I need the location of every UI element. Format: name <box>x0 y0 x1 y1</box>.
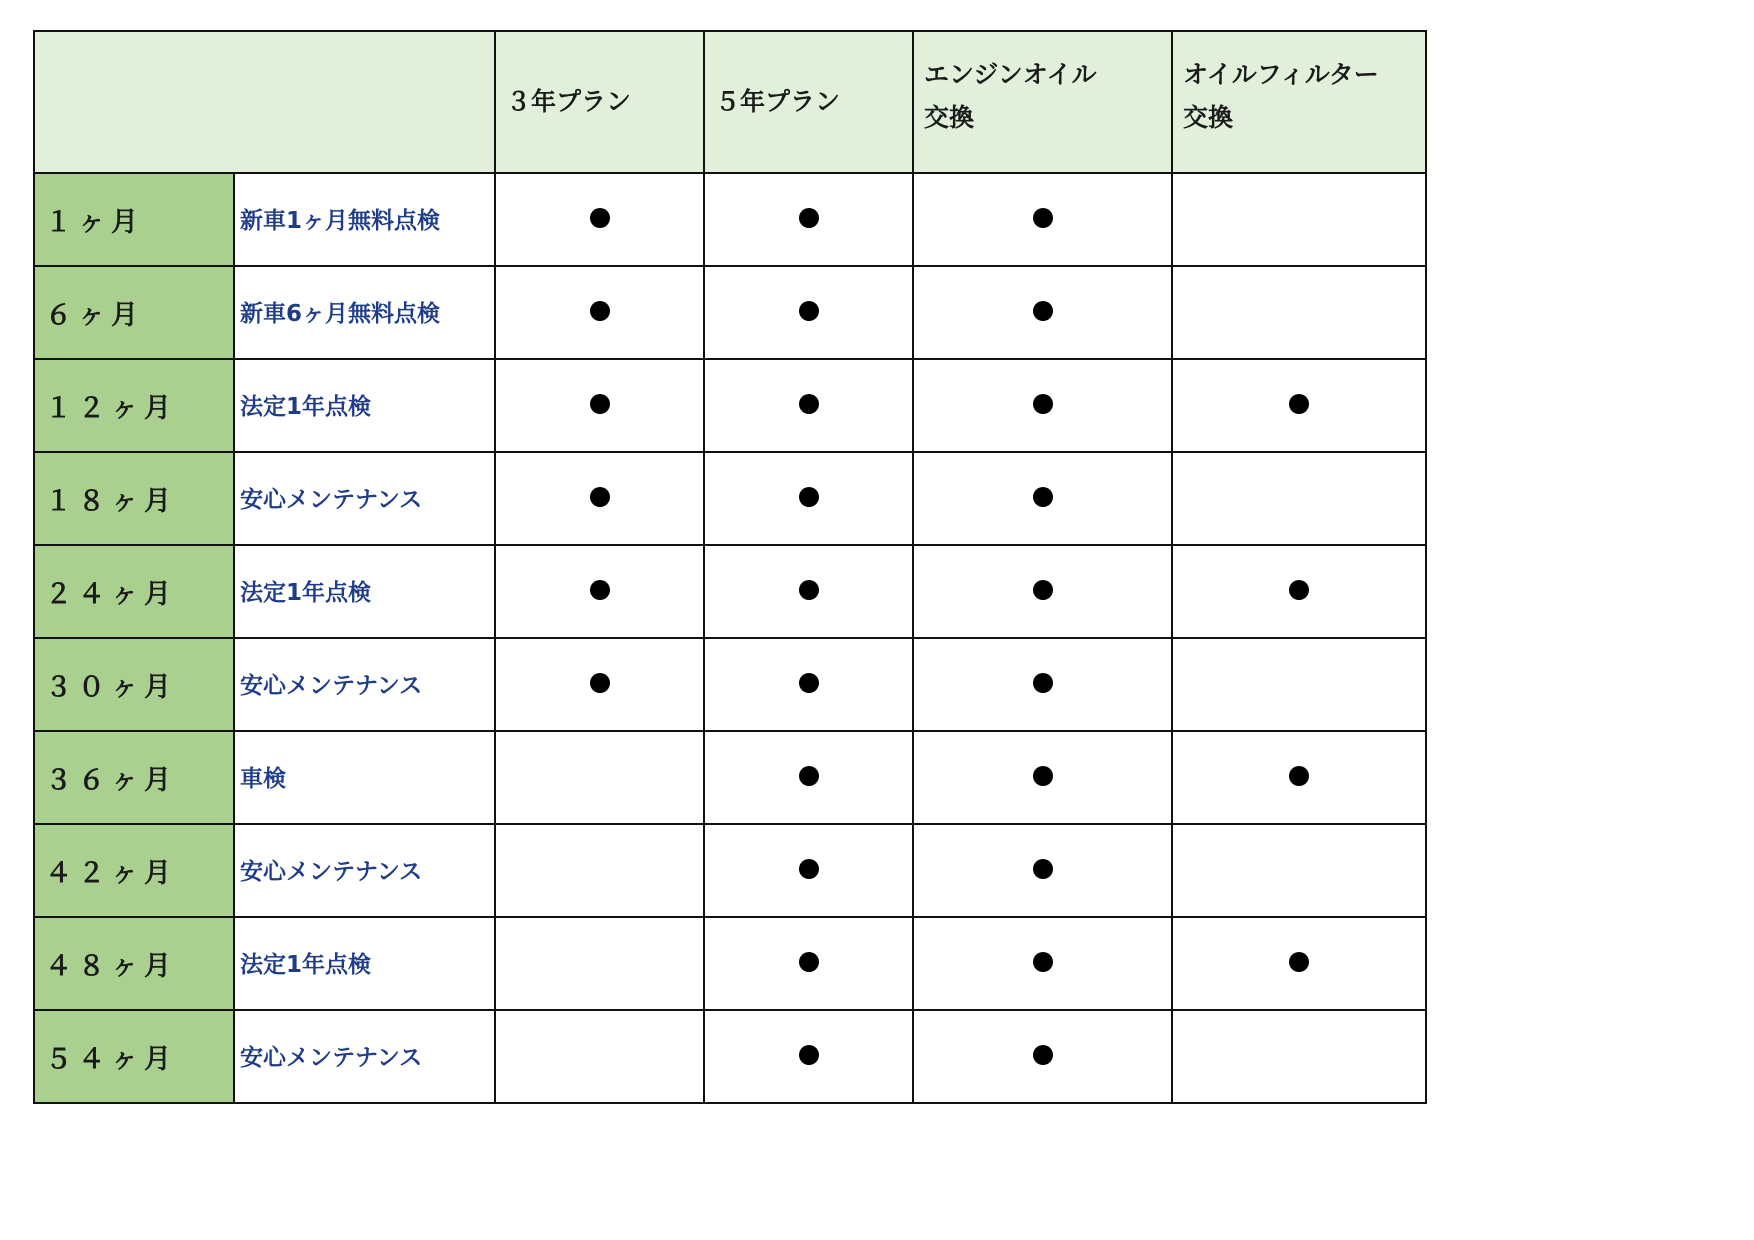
mark-cell <box>913 359 1172 452</box>
mark-cell <box>913 638 1172 731</box>
mark-cell <box>1172 731 1426 824</box>
mark-cell <box>495 545 704 638</box>
mark-cell <box>704 917 913 1010</box>
filled-circle-icon <box>590 208 610 228</box>
mark-cell <box>913 452 1172 545</box>
month-cell: ４２ヶ月 <box>34 824 234 917</box>
header-5-year-plan: ５年プラン <box>704 31 913 173</box>
filled-circle-icon <box>590 487 610 507</box>
filled-circle-icon <box>799 766 819 786</box>
mark-cell <box>495 173 704 266</box>
service-cell: 安心メンテナンス <box>234 1010 495 1103</box>
service-cell: 安心メンテナンス <box>234 638 495 731</box>
mark-cell <box>704 545 913 638</box>
mark-cell <box>495 731 704 824</box>
table-row <box>34 731 1426 824</box>
mark-cell <box>704 173 913 266</box>
mark-cell <box>495 824 704 917</box>
filled-circle-icon <box>590 301 610 321</box>
mark-cell <box>1172 173 1426 266</box>
filled-circle-icon <box>799 1045 819 1065</box>
mark-cell <box>495 452 704 545</box>
filled-circle-icon <box>590 673 610 693</box>
filled-circle-icon <box>799 487 819 507</box>
maintenance-schedule-table <box>33 30 1427 1104</box>
filled-circle-icon <box>1033 859 1053 879</box>
service-cell: 法定1年点検 <box>234 359 495 452</box>
mark-cell <box>704 824 913 917</box>
mark-cell <box>1172 638 1426 731</box>
mark-cell <box>704 359 913 452</box>
filled-circle-icon <box>799 673 819 693</box>
mark-cell <box>913 824 1172 917</box>
filled-circle-icon <box>1033 208 1053 228</box>
mark-cell <box>913 1010 1172 1103</box>
month-cell: ２４ヶ月 <box>34 545 234 638</box>
mark-cell <box>913 731 1172 824</box>
filled-circle-icon <box>799 580 819 600</box>
filled-circle-icon <box>1289 952 1309 972</box>
filled-circle-icon <box>1289 766 1309 786</box>
table-body <box>34 31 1426 1103</box>
mark-cell <box>1172 266 1426 359</box>
service-cell: 安心メンテナンス <box>234 452 495 545</box>
mark-cell <box>1172 359 1426 452</box>
mark-cell <box>495 917 704 1010</box>
filled-circle-icon <box>799 208 819 228</box>
filled-circle-icon <box>1033 394 1053 414</box>
mark-cell <box>495 266 704 359</box>
filled-circle-icon <box>1033 952 1053 972</box>
mark-cell <box>704 452 913 545</box>
month-cell: １２ヶ月 <box>34 359 234 452</box>
filled-circle-icon <box>1289 394 1309 414</box>
mark-cell <box>704 266 913 359</box>
table-row <box>34 545 1426 638</box>
table-row <box>34 917 1426 1010</box>
mark-cell <box>704 731 913 824</box>
service-cell: 法定1年点検 <box>234 545 495 638</box>
service-cell: 新車1ヶ月無料点検 <box>234 173 495 266</box>
header-oil-filter-change: オイルフィルター 交換 <box>1172 31 1426 173</box>
filled-circle-icon <box>799 394 819 414</box>
month-cell: ５４ヶ月 <box>34 1010 234 1103</box>
month-cell: ３０ヶ月 <box>34 638 234 731</box>
header-engine-oil-change: エンジンオイル 交換 <box>913 31 1172 173</box>
mark-cell <box>495 638 704 731</box>
table-row <box>34 359 1426 452</box>
header-row <box>34 31 1426 173</box>
mark-cell <box>495 359 704 452</box>
mark-cell <box>913 917 1172 1010</box>
mark-cell <box>495 1010 704 1103</box>
header-3-year-plan: ３年プラン <box>495 31 704 173</box>
filled-circle-icon <box>1033 766 1053 786</box>
service-cell: 法定1年点検 <box>234 917 495 1010</box>
filled-circle-icon <box>1033 1045 1053 1065</box>
service-cell: 安心メンテナンス <box>234 824 495 917</box>
filled-circle-icon <box>799 859 819 879</box>
month-cell: ６ヶ月 <box>34 266 234 359</box>
filled-circle-icon <box>799 952 819 972</box>
filled-circle-icon <box>590 394 610 414</box>
filled-circle-icon <box>590 580 610 600</box>
month-cell: ３６ヶ月 <box>34 731 234 824</box>
month-cell: ４８ヶ月 <box>34 917 234 1010</box>
mark-cell <box>704 1010 913 1103</box>
filled-circle-icon <box>1033 487 1053 507</box>
table-row <box>34 452 1426 545</box>
mark-cell <box>913 266 1172 359</box>
mark-cell <box>1172 917 1426 1010</box>
mark-cell <box>1172 1010 1426 1103</box>
month-cell: １ヶ月 <box>34 173 234 266</box>
filled-circle-icon <box>799 301 819 321</box>
header-blank-cell <box>34 31 495 173</box>
mark-cell <box>1172 545 1426 638</box>
mark-cell <box>1172 452 1426 545</box>
mark-cell <box>913 545 1172 638</box>
table-row <box>34 824 1426 917</box>
table-row <box>34 1010 1426 1103</box>
table-row <box>34 173 1426 266</box>
table-row <box>34 266 1426 359</box>
table-row <box>34 638 1426 731</box>
filled-circle-icon <box>1033 673 1053 693</box>
service-cell: 車検 <box>234 731 495 824</box>
filled-circle-icon <box>1033 301 1053 321</box>
month-cell: １８ヶ月 <box>34 452 234 545</box>
mark-cell <box>704 638 913 731</box>
filled-circle-icon <box>1033 580 1053 600</box>
mark-cell <box>1172 824 1426 917</box>
mark-cell <box>913 173 1172 266</box>
filled-circle-icon <box>1289 580 1309 600</box>
service-cell: 新車6ヶ月無料点検 <box>234 266 495 359</box>
